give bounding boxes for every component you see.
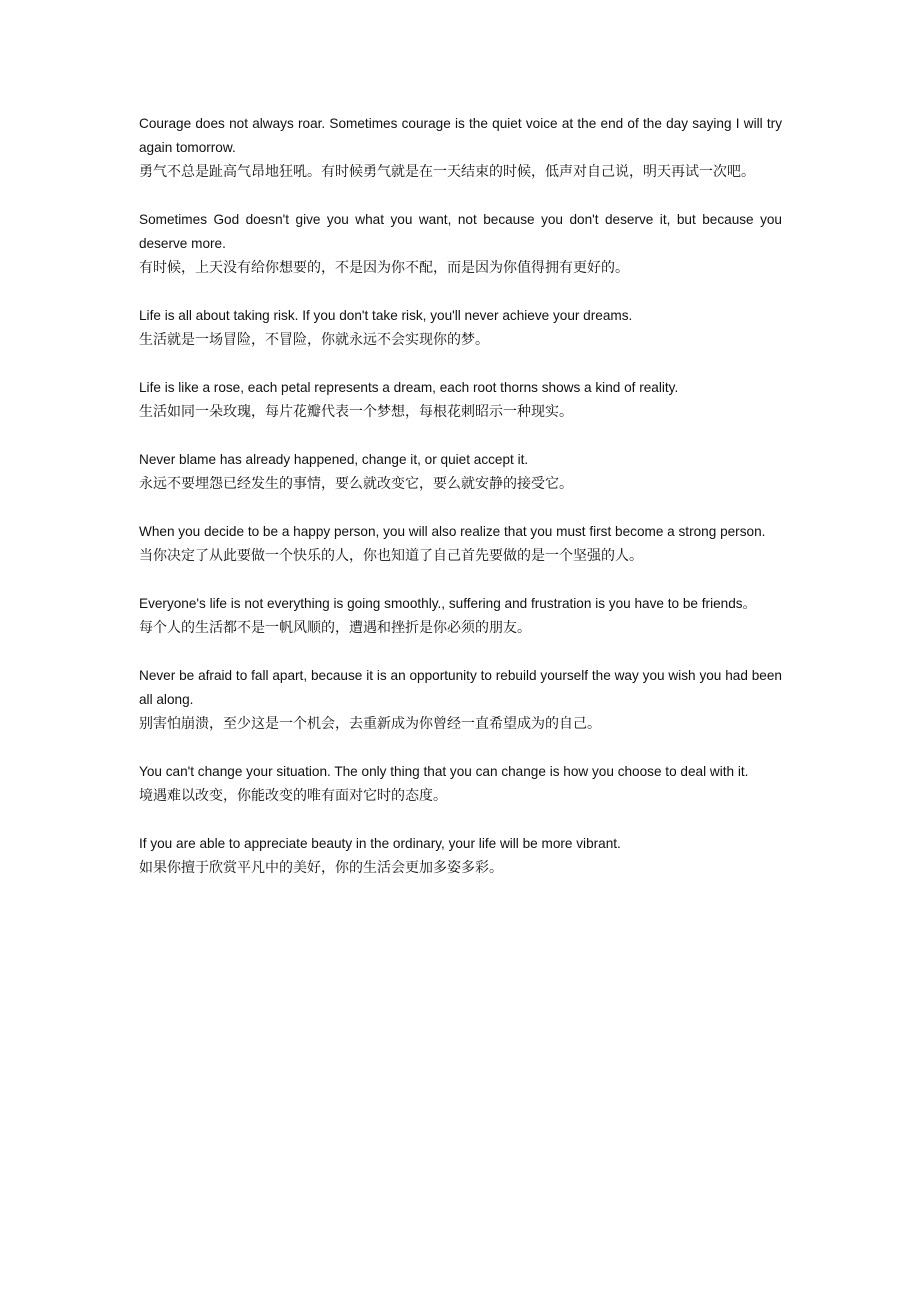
quote-chinese: 别害怕崩溃，至少这是一个机会，去重新成为你曾经一直希望成为的自己。 bbox=[139, 716, 601, 732]
quote-english: Never blame has already happened, change it, or quiet accept it. bbox=[139, 452, 529, 467]
quote-english: You can't change your situation. The only thing that you can change is how you choose to deal with it. bbox=[139, 764, 749, 779]
quote-english: Sometimes God doesn't give you what you want, not because you don't deserve it, but because you deserve more. bbox=[139, 212, 782, 251]
quote-block bbox=[139, 376, 782, 424]
quote-english: Courage does not always roar. Sometimes courage is the quiet voice at the end of the day saying I will try again tomorrow. bbox=[139, 116, 782, 155]
quote-english: Life is all about taking risk. If you don't take risk, you'll never achieve your dreams. bbox=[139, 308, 633, 323]
quote-chinese: 境遇难以改变，你能改变的唯有面对它时的态度。 bbox=[139, 788, 447, 804]
quote-block bbox=[139, 760, 782, 808]
quote-english: Everyone's life is not everything is going smoothly., suffering and frustration is you have to be friends。 bbox=[139, 596, 757, 611]
quote-chinese: 有时候，上天没有给你想要的，不是因为你不配，而是因为你值得拥有更好的。 bbox=[139, 260, 629, 276]
quote-block bbox=[139, 208, 782, 280]
quote-english: Life is like a rose, each petal represents a dream, each root thorns shows a kind of reality. bbox=[139, 380, 679, 395]
quote-chinese: 永远不要埋怨已经发生的事情，要么就改变它，要么就安静的接受它。 bbox=[139, 476, 573, 492]
quote-chinese: 生活就是一场冒险，不冒险，你就永远不会实现你的梦。 bbox=[139, 332, 489, 348]
quote-english: Never be afraid to fall apart, because it is an opportunity to rebuild yourself the way you wish you had been all along. bbox=[139, 668, 782, 707]
quote-block bbox=[139, 520, 782, 568]
quote-english: If you are able to appreciate beauty in the ordinary, your life will be more vibrant. bbox=[139, 836, 621, 851]
quote-chinese: 当你决定了从此要做一个快乐的人，你也知道了自己首先要做的是一个坚强的人。 bbox=[139, 548, 643, 564]
quote-block bbox=[139, 832, 782, 880]
quote-english: When you decide to be a happy person, you will also realize that you must first become a strong person. bbox=[139, 524, 766, 539]
quote-block bbox=[139, 592, 782, 640]
quote-list bbox=[139, 112, 782, 904]
quote-block bbox=[139, 112, 782, 184]
quote-block bbox=[139, 448, 782, 496]
quote-chinese: 生活如同一朵玫瑰，每片花瓣代表一个梦想，每根花刺昭示一种现实。 bbox=[139, 404, 573, 420]
quote-chinese: 每个人的生活都不是一帆风顺的，遭遇和挫折是你必须的朋友。 bbox=[139, 620, 531, 636]
quote-chinese: 如果你擅于欣赏平凡中的美好，你的生活会更加多姿多彩。 bbox=[139, 860, 503, 876]
quote-block bbox=[139, 664, 782, 736]
quote-block bbox=[139, 304, 782, 352]
quote-chinese: 勇气不总是趾高气昂地狂吼。有时候勇气就是在一天结束的时候，低声对自己说，明天再试一次吧。 bbox=[139, 164, 755, 180]
